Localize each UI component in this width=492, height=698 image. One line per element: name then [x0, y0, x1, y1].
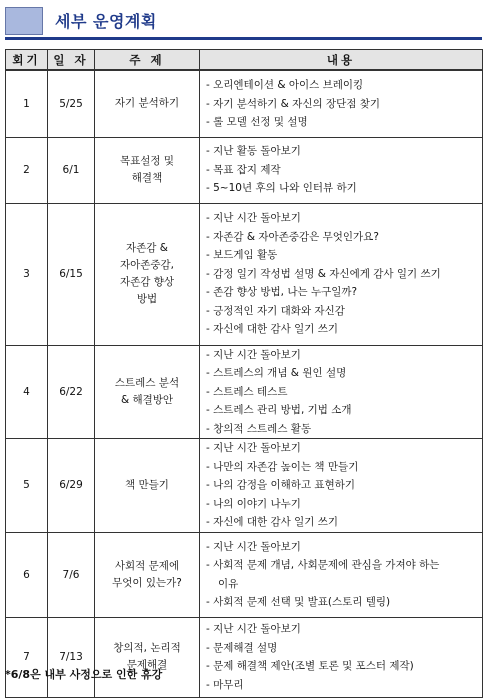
- content-item: - 보드게임 활동: [206, 249, 278, 262]
- date-cell: 6/15: [48, 203, 95, 345]
- theme-cell: [95, 439, 200, 533]
- content-cell: [200, 70, 483, 137]
- session-cell: 5: [6, 439, 48, 533]
- header-marker-box: [5, 7, 43, 35]
- theme-line: 무엇이 있는가?: [112, 576, 182, 589]
- content-item: 이유: [218, 577, 239, 590]
- theme-line: 해결책: [131, 172, 163, 184]
- header-rule: [5, 37, 482, 40]
- content-item: - 지난 시간 돌아보기: [206, 212, 301, 225]
- session-cell: 2: [6, 137, 48, 203]
- theme-line: 사회적 문제에: [114, 559, 180, 572]
- theme-line: 창의적, 논리적: [113, 642, 181, 654]
- content-item: - 나만의 자존감 높이는 책 만들기: [206, 460, 359, 473]
- content-item: - 지난 시간 돌아보기: [206, 540, 301, 553]
- theme-line: 자기 분석하기: [114, 97, 180, 110]
- table-header-row: [6, 50, 483, 71]
- content-item: - 오리엔테이션 & 아이스 브레이킹: [206, 79, 364, 91]
- content-item: - 지난 시간 돌아보기: [206, 442, 301, 454]
- date-cell: 6/1: [48, 137, 95, 203]
- theme-line: 방법: [136, 293, 158, 305]
- theme-cell: [95, 70, 200, 137]
- session-cell: 3: [6, 203, 48, 345]
- content-item: - 자신에 대한 감사 일기 쓰기: [206, 516, 339, 528]
- theme-line: 스트레스 분석: [114, 376, 180, 389]
- content-item: - 문제해결 설명: [206, 641, 278, 654]
- content-item: - 스트레스 관리 방법, 기법 소개: [206, 404, 352, 416]
- page-title: 세부 운영계획: [55, 12, 157, 31]
- header-date: 일 자: [48, 50, 95, 71]
- content-item: - 목표 잡지 제작: [206, 163, 281, 176]
- content-item: - 지난 시간 돌아보기: [206, 623, 301, 635]
- content-item: - 5~10년 후의 나와 인터뷰 하기: [206, 182, 357, 195]
- content-cell: [200, 345, 483, 439]
- theme-cell: [95, 203, 200, 345]
- session-cell: 7: [6, 617, 48, 697]
- content-item: - 긍정적인 자기 대화와 자신감: [206, 304, 345, 317]
- table-row: [6, 617, 483, 697]
- session-cell: 6: [6, 532, 48, 617]
- content-item: - 문제 해결책 제안(조별 토론 및 포스터 제작): [206, 660, 414, 672]
- table-row: [6, 70, 483, 137]
- content-item: - 지난 활동 돌아보기: [206, 145, 301, 158]
- content-cell: [200, 439, 483, 533]
- table-row: [6, 439, 483, 533]
- table-row: [6, 203, 483, 345]
- content-item: - 나의 이야기 나누기: [206, 497, 301, 510]
- content-item: - 사회적 문제 선택 및 발표(스토리 텔링): [206, 596, 391, 608]
- date-cell: 6/22: [48, 345, 95, 439]
- date-cell: 6/29: [48, 439, 95, 533]
- theme-cell: [95, 617, 200, 697]
- content-item: - 롤 모델 선정 및 설명: [206, 116, 308, 128]
- theme-line: 목표설정 및: [119, 155, 175, 167]
- content-cell: [200, 203, 483, 345]
- theme-line: 자존감 향상: [119, 276, 175, 288]
- content-cell: [200, 137, 483, 203]
- theme-cell: [95, 345, 200, 439]
- content-item: - 자기 분석하기 & 자신의 장단점 찾기: [206, 97, 381, 110]
- content-item: - 사회적 문제 개념, 사회문제에 관심을 가져야 하는: [206, 559, 440, 571]
- table-row: [6, 137, 483, 203]
- content-item: - 자존감 & 자아존중감은 무엇인가요?: [206, 230, 379, 243]
- session-cell: 4: [6, 345, 48, 439]
- theme-line: 자아존중감,: [119, 259, 175, 271]
- session-cell: 1: [6, 70, 48, 137]
- theme-cell: [95, 532, 200, 617]
- theme-line: & 해결방안: [120, 393, 174, 406]
- table-row: [6, 345, 483, 439]
- date-cell: 7/13: [48, 617, 95, 697]
- header-content: 내용: [200, 50, 483, 71]
- content-item: - 나의 감정을 이해하고 표현하기: [206, 479, 355, 491]
- content-item: - 존감 향상 방법, 나는 누구일까?: [206, 286, 358, 299]
- section-header: [5, 6, 482, 36]
- header-theme: 주 제: [95, 50, 200, 71]
- schedule-table: [5, 49, 483, 698]
- table-row: [6, 532, 483, 617]
- content-item: - 창의적 스트레스 활동: [206, 422, 312, 435]
- theme-cell: [95, 137, 200, 203]
- content-item: - 감정 일기 작성법 설명 & 자신에게 감사 일기 쓰기: [206, 267, 441, 280]
- content-item: - 마무리: [206, 678, 244, 691]
- header-session: 회기: [6, 50, 48, 71]
- content-item: - 스트레스의 개념 & 원인 설명: [206, 367, 347, 379]
- theme-line: 자존감 &: [126, 242, 168, 254]
- content-cell: [200, 532, 483, 617]
- content-item: - 스트레스 테스트: [206, 385, 288, 398]
- content-item: - 자신에 대한 감사 일기 쓰기: [206, 323, 339, 336]
- date-cell: 7/6: [48, 532, 95, 617]
- theme-line: 책 만들기: [125, 478, 169, 491]
- date-cell: 5/25: [48, 70, 95, 137]
- content-cell: [200, 617, 483, 697]
- footnote: *6/8은 내부 사정으로 인한 휴강: [5, 668, 163, 681]
- theme-line: 문제해결: [126, 659, 168, 671]
- content-item: - 지난 시간 돌아보기: [206, 348, 301, 361]
